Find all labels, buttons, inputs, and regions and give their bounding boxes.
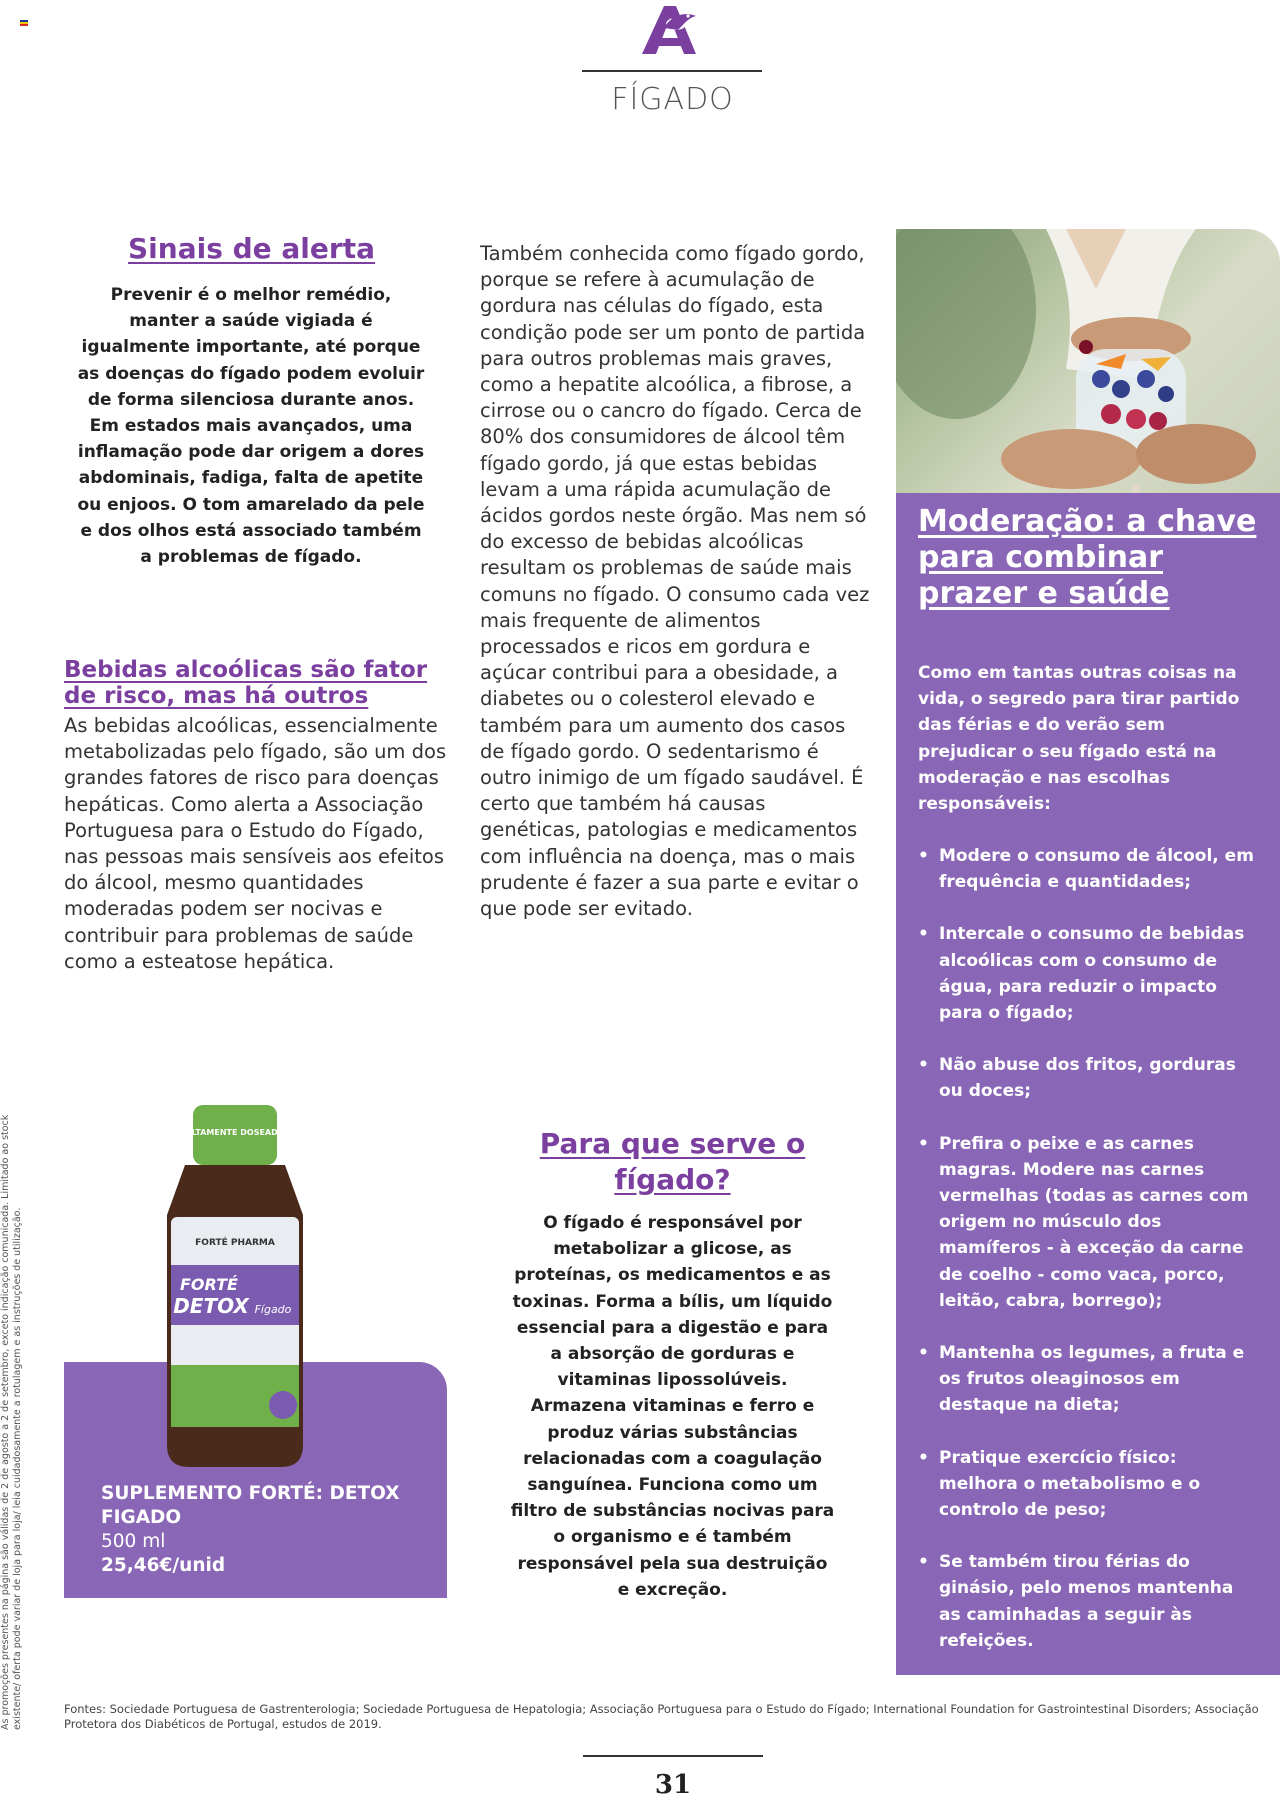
bottle-line3: Fígado [254, 1303, 292, 1316]
auchan-bird-logo-icon [638, 0, 700, 56]
list-item: • Mantenha os legumes, a fruta e os frutos oleaginosos em destaque na dieta; [918, 1340, 1258, 1419]
bottle-line2: DETOX [173, 1294, 249, 1318]
flag-icon [20, 20, 28, 26]
middle-text: Também conhecida como fígado gordo, porque se refere à acumulação de gordura nas células do fígado, esta condição pode ser um ponto de partida para outros problemas mais graves, como a hepatite alcoólica, a fibrose, a cirrose ou o cancro do fígado. Cerca de 80% dos consumidores de álcool têm fígado gordo, já que estas bebidas levam a uma rápida acumulação de ácidos gordos neste órgão. Mas nem só do excesso de bebidas alcoólicas resultam os problemas de saúde mais comuns no fígado. O consumo cada vez mais frequente de alimentos processados e ricos em gordura e açúcar contribui para a obesidade, a diabetes ou o colesterol elevado e também para um aumento dos casos de fígado gordo. O sedentarismo é outro inimigo de um fígado saudável. É certo que também há causas genéticas, patologias e medicamentos com influência na doença, mas o mais prudente é fazer a sua parte e evitar o que pode ser evitado. [480, 242, 870, 921]
fruit-cup-illustration [896, 229, 1280, 493]
list-item: • Modere o consumo de álcool, em frequência e quantidades; [918, 843, 1258, 895]
tips-list [918, 843, 1258, 1680]
bebidas-heading: Bebidas alcoólicas são fator de risco, mas há outros [64, 657, 428, 709]
para-heading: Para que serve o fígado? [539, 1127, 806, 1196]
sinais-heading: Sinais de alerta [128, 232, 375, 265]
bottle-top-text: ALTAMENTE DOSEADO [185, 1128, 285, 1137]
list-item: • Pratique exercício físico: melhora o metabolismo e o controlo de peso; [918, 1445, 1258, 1524]
header-rule [582, 70, 762, 72]
disclaimer-note: As promoções presentes na página são válidas de 2 de agosto a 2 de setembro, exceto indicação comunicada. Limitado ao stock existente/ oferta pode variar de loja para loja/ leia cuidadosamente a rotulagem e as instruções de utilização. [0, 1114, 23, 1730]
sources-note: Fontes: Sociedade Portuguesa de Gastrenterologia; Sociedade Portuguesa de Hepatologia; Associação Portuguesa para o Estudo do Fígado; International Foundation for Gastrointestinal Disorders; Associação Protetora dos Diabéticos de Portugal, estudos de 2019. [64, 1702, 1259, 1731]
page-title: FÍGADO [611, 82, 734, 117]
list-item: • Intercale o consumo de bebidas alcoólicas com o consumo de água, para reduzir o impacto para o fígado; [918, 921, 1258, 1026]
footer-rule [583, 1755, 763, 1757]
list-item: • Não abuse dos fritos, gorduras ou doces; [918, 1052, 1258, 1104]
bebidas-text: As bebidas alcoólicas, essencialmente metabolizadas pelo fígado, são um dos grandes fatores de risco para doenças hepáticas. Como alerta a Associação Portuguesa para o Estudo do Fígado, nas pessoas mais sensíveis aos efeitos do álcool, mesmo quantidades moderadas podem ser nocivas e contribuir para problemas de saúde como a esteatose hepática. [64, 714, 447, 973]
bottle-brand: FORTÉ PHARMA [195, 1238, 275, 1248]
sinais-text: Prevenir é o melhor remédio, manter a saúde vigiada é igualmente importante, até porque as doenças do fígado podem evoluir de forma silenciosa durante anos. Em estados mais avançados, uma inflamação pode dar origem a dores abdominais, fadiga, falta de apetite ou enjoos. O tom amarelado da pele e dos olhos está associado também a problemas de fígado. [77, 285, 425, 568]
list-item: • Prefira o peixe e as carnes magras. Modere nas carnes vermelhas (todas as carnes com origem no músculo dos mamíferos - à exceção da carne de coelho - como vaca, porco, leitão, cabra, borrego); [918, 1131, 1258, 1314]
product-price: 25,46€/unid [101, 1555, 226, 1576]
moderacao-intro: Como em tantas outras coisas na vida, o segredo para tirar partido das férias e do verão sem prejudicar o seu fígado está na moderação e nas escolhas responsáveis: [918, 663, 1240, 815]
para-text: O fígado é responsável por metabolizar a glicose, as proteínas, os medicamentos e as toxinas. Forma a bílis, um líquido essencial para a digestão e para a absorção de gorduras e vitaminas lipossolúveis. Armazena vitaminas e ferro e produz várias substâncias relacionadas com a coagulação sanguínea. Funciona como um filtro de substâncias nocivas para o organismo e é também responsável pela sua destruição e excreção. [510, 1213, 835, 1600]
product-size: 500 ml [101, 1531, 166, 1552]
list-item: • Se também tirou férias do ginásio, pelo menos mantenha as caminhadas a seguir às refeições. [918, 1549, 1258, 1654]
bottle-line1: FORTÉ [180, 1275, 238, 1294]
moderacao-heading: Moderação: a chave para combinar prazer e saúde [918, 504, 1257, 611]
detox-bottle-image [155, 1105, 315, 1470]
product-name: SUPLEMENTO FORTÉ: DETOX FIGADO [101, 1483, 400, 1528]
fruit-cup-photo [896, 229, 1280, 493]
page-number: 31 [654, 1770, 692, 1800]
